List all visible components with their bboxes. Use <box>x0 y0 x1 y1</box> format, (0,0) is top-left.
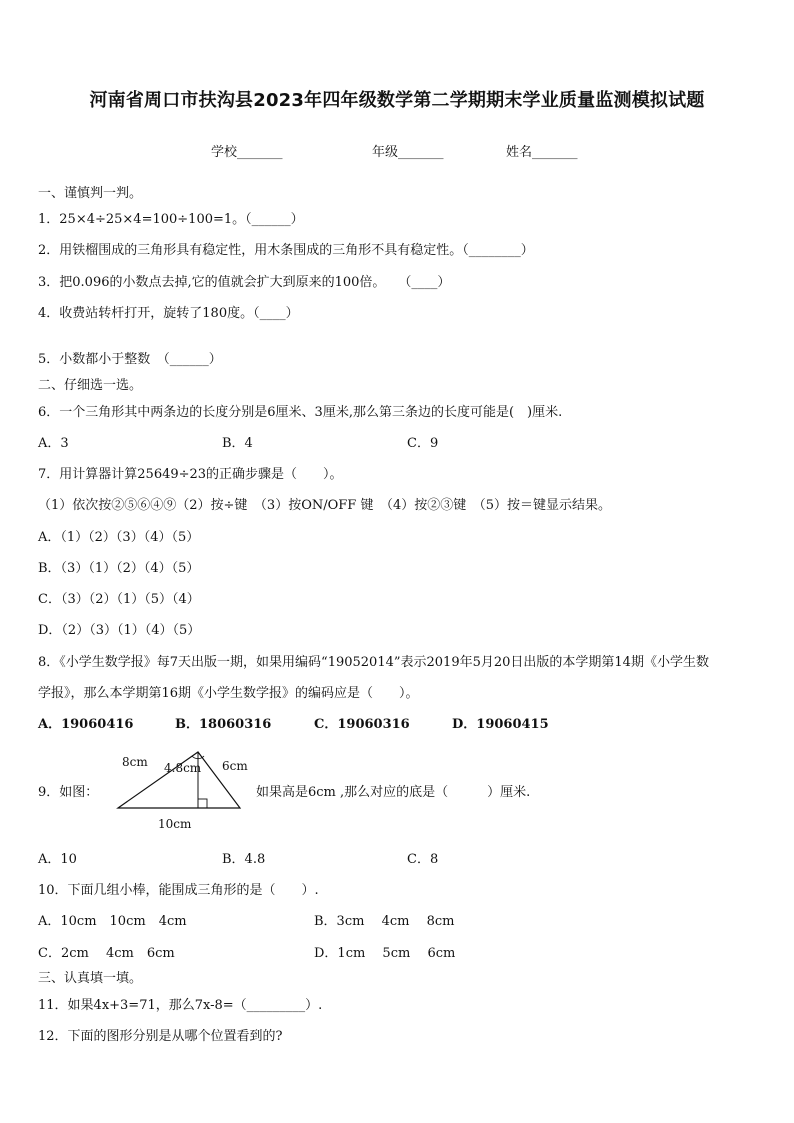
question-1: 1．25×4÷25×4=100÷100=1。（______） <box>38 212 304 227</box>
q8-option-a: A．19060416 <box>38 717 134 732</box>
question-7: 7．用计算器计算25649÷23的正确步骤是（ ）。 <box>38 467 343 482</box>
grade-field: 年级_______ <box>372 145 444 160</box>
base-label: 10cm <box>158 817 192 831</box>
section-heading-judge: 一、谨慎判一判。 <box>38 186 143 201</box>
question-3: 3．把0.096的小数点去掉,它的值就会扩大到原来的100倍。 （____） <box>38 275 451 290</box>
question-5: 5．小数都小于整数 （______） <box>38 352 222 367</box>
q10-option-d: D．1cm 5cm 6cm <box>314 946 456 961</box>
question-4: 4．收费站转杆打开，旋转了180度。（____） <box>38 306 299 321</box>
height-label: 4.8cm <box>164 761 202 775</box>
q10-option-b: B．3cm 4cm 8cm <box>314 914 455 929</box>
question-12: 12．下面的图形分别是从哪个位置看到的? <box>38 1029 283 1044</box>
school-field: 学校_______ <box>211 145 283 160</box>
name-field: 姓名_______ <box>506 145 578 160</box>
question-2: 2．用铁榴围成的三角形具有稳定性，用木条围成的三角形不具有稳定性。（________） <box>38 243 534 258</box>
q9-option-b: B．4.8 <box>222 852 266 867</box>
question-9-suffix: 如果高是6cm ,那么对应的底是（ ）厘米. <box>256 785 531 800</box>
q7-option-b: B．（3）（1）（2）（4）（5） <box>38 561 200 576</box>
q7-option-d: D．（2）（3）（1）（4）（5） <box>38 623 201 638</box>
q10-option-a: A．10cm 10cm 4cm <box>38 914 187 929</box>
q7-option-c: C．（3）（2）（1）（5）（4） <box>38 592 200 607</box>
question-6: 6．一个三角形其中两条边的长度分别是6厘米、3厘米,那么第三条边的长度可能是( )厘米. <box>38 405 563 420</box>
left-side-label: 8cm <box>122 755 148 769</box>
section-heading-choose: 二、仔细选一选。 <box>38 378 143 393</box>
q6-option-a: A．3 <box>38 436 69 451</box>
question-7-steps: （1）依次按②⑤⑥④⑨（2）按÷键 （3）按ON/OFF 键 （4）按②③键 （5）按＝键显示结果。 <box>38 498 611 513</box>
question-9-prefix: 9．如图： <box>38 785 99 800</box>
right-side-label: 6cm <box>222 759 248 773</box>
section-heading-fill: 三、认真填一填。 <box>38 971 143 986</box>
q8-option-c: C．19060316 <box>314 717 410 732</box>
q10-option-c: C．2cm 4cm 6cm <box>38 946 175 961</box>
page-title: 河南省周口市扶沟县2023年四年级数学第二学期期末学业质量监测模拟试题 <box>89 90 705 111</box>
q9-option-a: A．10 <box>38 852 77 867</box>
question-11: 11．如果4x+3=71，那么7x-8=（_________）. <box>38 998 323 1013</box>
question-10: 10．下面几组小棒，能围成三角形的是（ ）. <box>38 883 319 898</box>
q6-option-c: C．9 <box>407 436 439 451</box>
q7-option-a: A．（1）（2）（3）（4）（5） <box>38 530 200 545</box>
question-8-line-2: 学报》，那么本学期第16期《小学生数学报》的编码应是（ ）。 <box>38 686 419 701</box>
right-angle-mark <box>198 799 207 808</box>
triangle-figure <box>112 748 248 834</box>
q8-option-b: B．18060316 <box>175 717 272 732</box>
q9-option-c: C．8 <box>407 852 439 867</box>
q8-option-d: D．19060415 <box>452 717 549 732</box>
question-8-line-1: 8．《小学生数学报》每7天出版一期，如果用编码“19052014”表示2019年5月20日出版的本学期第14期《小学生数 <box>38 655 709 670</box>
q6-option-b: B．4 <box>222 436 253 451</box>
